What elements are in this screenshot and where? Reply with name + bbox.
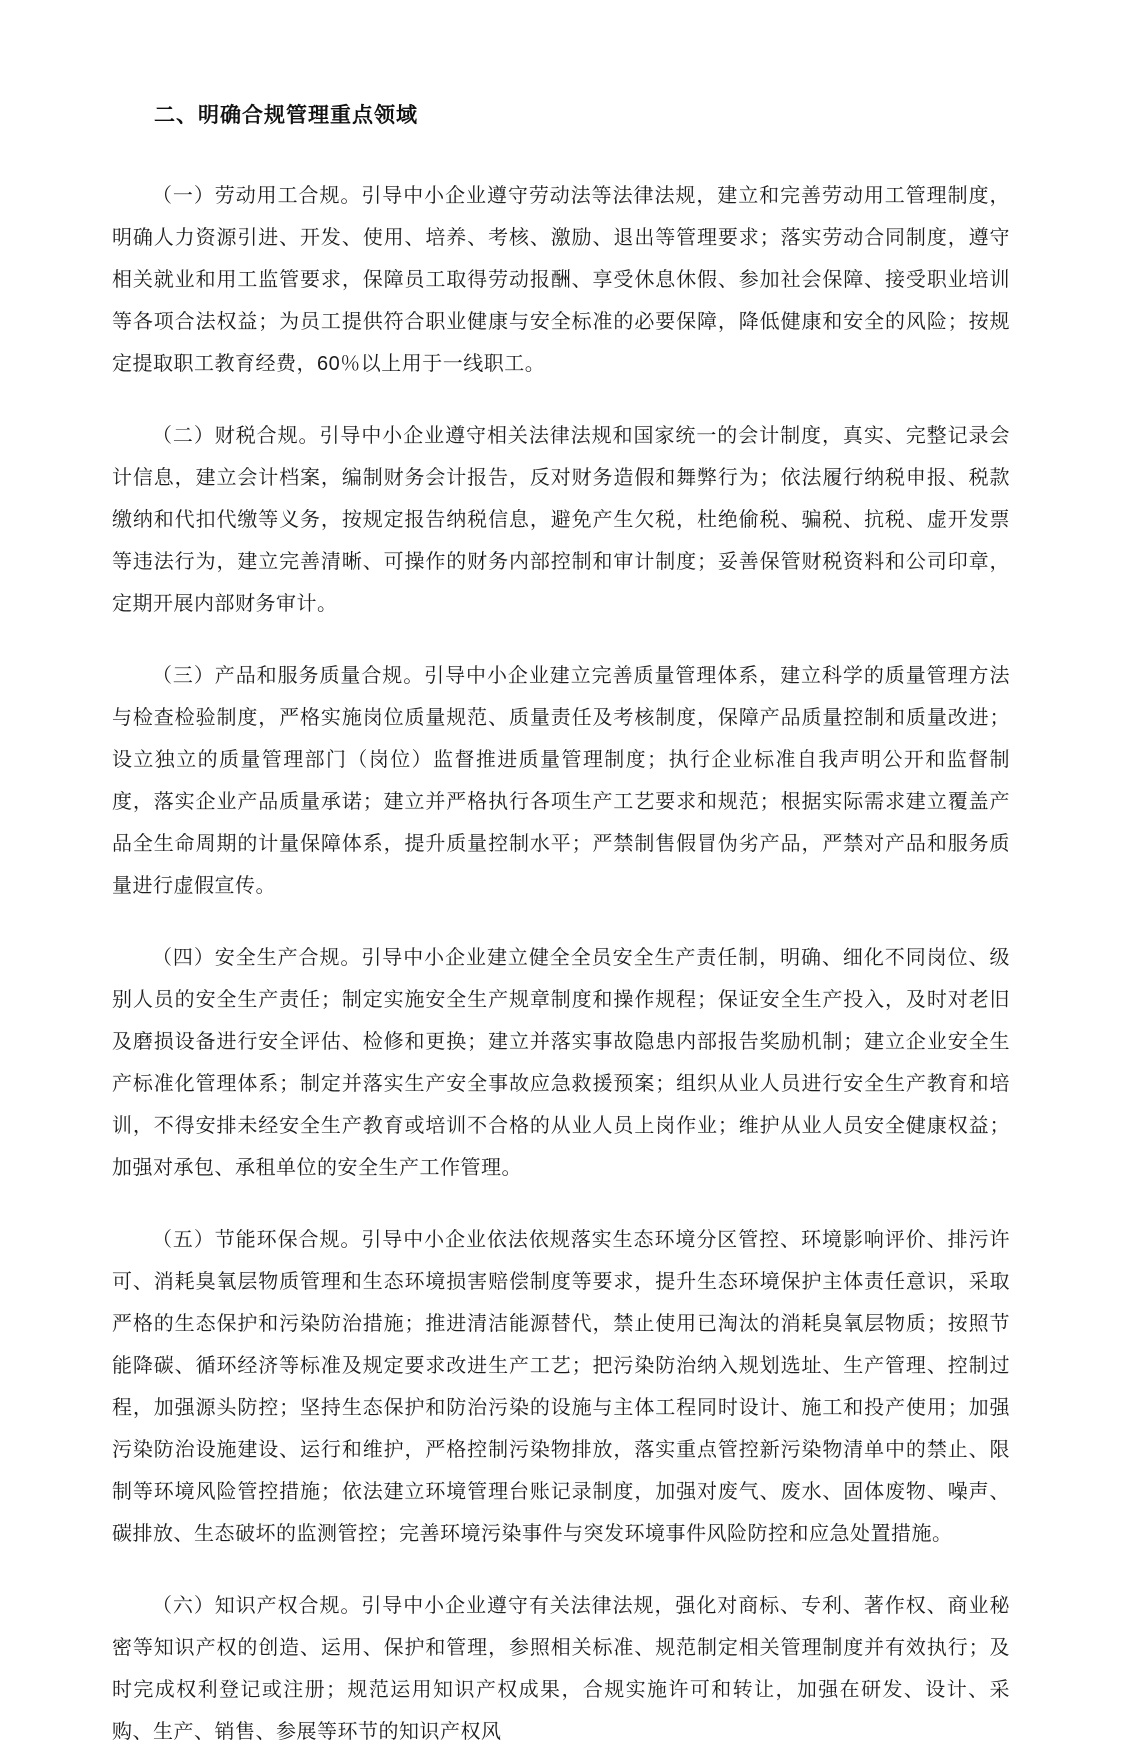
paragraph: （四）安全生产合规。引导中小企业建立健全全员安全生产责任制，明确、细化不同岗位、级别人员的安全生产责任；制定实施安全生产规章制度和操作规程；保证安全生产投入，及时对老旧及磨损设备进行安全评估、检修和更换；建立并落实事故隐患内部报告奖励机制；建立企业安全生产标准化管理体系；制定并落实生产安全事故应急救援预案；组织从业人员进行安全生产教育和培训，不得安排未经安全生产教育或培训不合格的从业人员上岗作业；维护从业人员安全健康权益；加强对承包、承租单位的安全生产工作管理。 [112,947,1010,1179]
paragraph: （三）产品和服务质量合规。引导中小企业建立完善质量管理体系，建立科学的质量管理方法与检查检验制度，严格实施岗位质量规范、质量责任及考核制度，保障产品质量控制和质量改进；设立独立的质量管理部门（岗位）监督推进质量管理制度；执行企业标准自我声明公开和监督制度，落实企业产品质量承诺；建立并严格执行各项生产工艺要求和规范；根据实际需求建立覆盖产品全生命周期的计量保障体系，提升质量控制水平；严禁制售假冒伪劣产品，严禁对产品和服务质量进行虚假宣传。 [112,665,1010,897]
paragraph: （五）节能环保合规。引导中小企业依法依规落实生态环境分区管控、环境影响评价、排污许可、消耗臭氧层物质管理和生态环境损害赔偿制度等要求，提升生态环境保护主体责任意识，采取严格的生态保护和污染防治措施；推进清洁能源替代，禁止使用已淘汰的消耗臭氧层物质；按照节能降碳、循环经济等标准及规定要求改进生产工艺；把污染防治纳入规划选址、生产管理、控制过程，加强源头防控；坚持生态保护和防治污染的设施与主体工程同时设计、施工和投产使用；加强污染防治设施建设、运行和维护，严格控制污染物排放，落实重点管控新污染物清单中的禁止、限制等环境风险管控措施；依法建立环境管理台账记录制度，加强对废气、废水、固体废物、噪声、碳排放、生态破坏的监测管控；完善环境污染事件与突发环境事件风险防控和应急处置措施。 [112,1229,1010,1545]
section-heading: 二、明确合规管理重点领域 [154,104,418,127]
document-body [112,175,1010,1753]
paragraph: （一）劳动用工合规。引导中小企业遵守劳动法等法律法规，建立和完善劳动用工管理制度，明确人力资源引进、开发、使用、培养、考核、激励、退出等管理要求；落实劳动合同制度，遵守相关就业和用工监管要求，保障员工取得劳动报酬、享受休息休假、参加社会保障、接受职业培训等各项合法权益；为员工提供符合职业健康与安全标准的必要保障，降低健康和安全的风险；按规定提取职工教育经费，60％以上用于一线职工。 [112,185,1010,375]
paragraph: （二）财税合规。引导中小企业遵守相关法律法规和国家统一的会计制度，真实、完整记录会计信息，建立会计档案，编制财务会计报告，反对财务造假和舞弊行为；依法履行纳税申报、税款缴纳和代扣代缴等义务，按规定报告纳税信息，避免产生欠税，杜绝偷税、骗税、抗税、虚开发票等违法行为，建立完善清晰、可操作的财务内部控制和审计制度；妥善保管财税资料和公司印章，定期开展内部财务审计。 [112,425,1010,615]
paragraph: （六）知识产权合规。引导中小企业遵守有关法律法规，强化对商标、专利、著作权、商业秘密等知识产权的创造、运用、保护和管理，参照相关标准、规范制定相关管理制度并有效执行；及时完成权利登记或注册；规范运用知识产权成果，合规实施许可和转让，加强在研发、设计、采购、生产、销售、参展等环节的知识产权风 [112,1595,1010,1743]
